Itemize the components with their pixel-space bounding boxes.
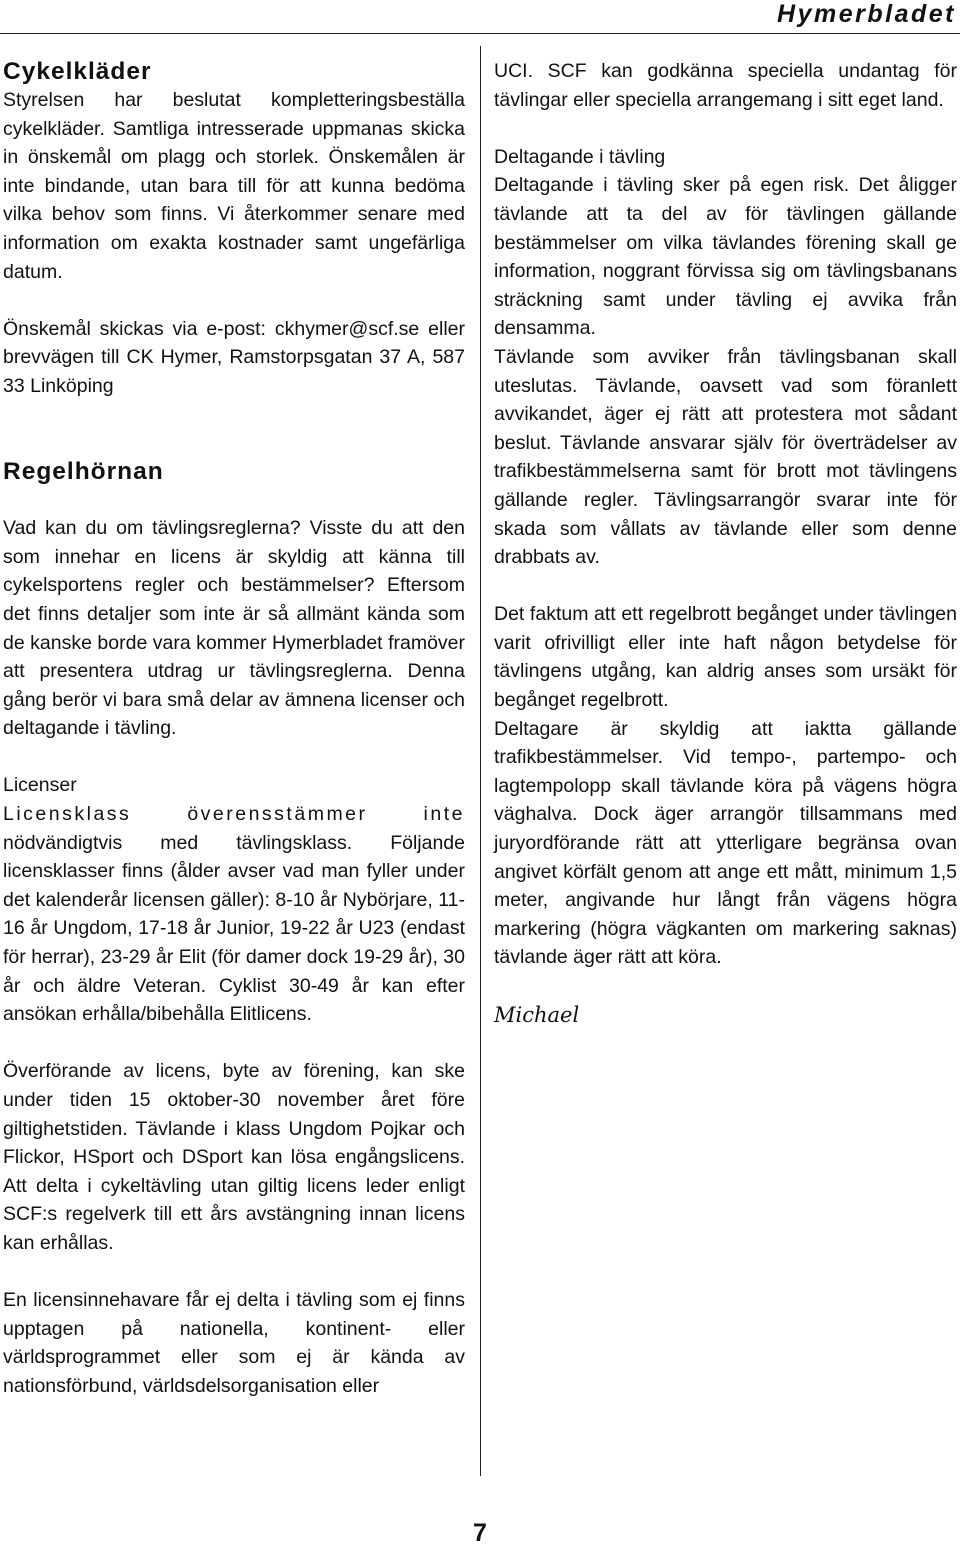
masthead-title: Hymerbladet <box>777 0 956 28</box>
overforande-paragraph: Överförande av licens, byte av förening, kan ske under tiden 15 oktober-30 november året före giltighetstiden. Tävlande i klass Ungdom Pojkar och Flickor, HSport och DSport kan lösa engångslicens. Att delta i cykeltävling utan giltig licens leder enligt SCF:s regelverk till ett års avstängning innan licens kan erhållas. <box>3 1060 465 1254</box>
deltagare-paragraph: Deltagare är skyldig att iaktta gällande trafikbestämmelser. Vid tempo-, partempo- och lagtempolopp skall tävlande köra på vägens högra väghalva. Dock äger arrangör tillsammans med juryordförande rätt att ytterligare begränsa ovan angivet körfält genom att ange ett mått, minimum 1,5 meter, angivande hur långt från vägens högra markering (högra vägkanten om markering saknas) tävlande äger rätt att köra. <box>494 717 957 969</box>
column-divider <box>480 46 481 1476</box>
header-rule <box>0 33 960 34</box>
heading-cykelklader: Cykelkläder <box>3 58 152 85</box>
cykelklader-contact-paragraph: Önskemål skickas via e-post: ckhymer@scf.se eller brevvägen till CK Hymer, Ramstorpsgatan 37 A, 587 33 Linköping <box>3 317 465 397</box>
regelhornan-intro-paragraph: Vad kan du om tävlingsreglerna? Visste du att den som innehar en licens är skyldig att känna till cykelsportens regler och bestämmelser? Eftersom det finns detaljer som inte är så allmänt kända som de kanske borde vara kommer Hymerbladet framöver att presentera utdrag ur tävlingsreglerna. Denna gång berör vi bara små delar av ämnena licenser och deltagande i tävling. <box>3 517 465 740</box>
licenser-paragraph: nödvändigtvis med tävlingsklass. Följande licensklasser finns (ålder avser vad man fyller under det kalenderår licensen gäller): 8-10 år Nybörjare, 11-16 år Ungdom, 17-18 år Junior, 19-22 år U23 (endast för herrar), 23-29 år Elit (för damer dock 19-29 år), 30 år och äldre Veteran. Cyklist 30-49 år kan efter ansökan erhålla/bibehålla Elitlicens. <box>3 831 465 1026</box>
right-column <box>494 57 957 1029</box>
licenser-spaced-line: Licensklass överensstämmer inte <box>3 803 465 826</box>
page-number: 7 <box>473 1519 487 1547</box>
licenser-subheading: Licenser <box>3 774 77 797</box>
author-signature: Michael <box>494 1002 580 1027</box>
licensinnehavare-paragraph: En licensinnehavare får ej delta i tävling som ej finns upptagen på nationella, kontinent- eller världsprogrammet eller som ej är kända av nationsförbund, världsdelsorganisation eller <box>3 1289 465 1397</box>
uci-paragraph: UCI. SCF kan godkänna speciella undantag för tävlingar eller speciella arrangemang i sitt eget land. <box>494 60 957 111</box>
faktum-paragraph: Det faktum att ett regelbrott begånget under tävlingen varit ofrivilligt eller inte haft någon betydelse för tävlingens utgång, kan aldrig anses som ursäkt för begånget regelbrott. <box>494 603 957 712</box>
cykelklader-paragraph: Styrelsen har beslutat kompletteringsbeställa cykelkläder. Samtliga intresserade uppmanas skicka in önskemål om plagg och storlek. Önskemålen är inte bindande, utan bara till för att kunna bedöma vilka behov som finns. Vi återkommer senare med information om exakta kostnader samt ungefärliga datum. <box>3 89 465 283</box>
tavlande-paragraph: Tävlande som avviker från tävlingsbanan skall uteslutas. Tävlande, oavsett vad som föranlett avvikandet, äger ej rätt att protestera mot sådant beslut. Tävlande ansvarar själv för överträdelser av trafikbestämmelserna samt för brott mot tävlingens gällande regler. Tävlingsarrangör svarar inte för skada som vållats av tävlande eller som denne drabbats av. <box>494 345 957 569</box>
heading-regelhornan: Regelhörnan <box>3 457 164 485</box>
deltagande-subheading: Deltagande i tävling <box>494 145 666 168</box>
deltagande-paragraph: Deltagande i tävling sker på egen risk. Det åligger tävlande att ta del av för tävlingen gällande bestämmelser om vilka tävlandes förening skall ge information, noggrant förvissa sig om tävlingsbanans sträckning samt under tävling ej avvika från densamma. <box>494 174 957 340</box>
left-column <box>3 58 465 1401</box>
